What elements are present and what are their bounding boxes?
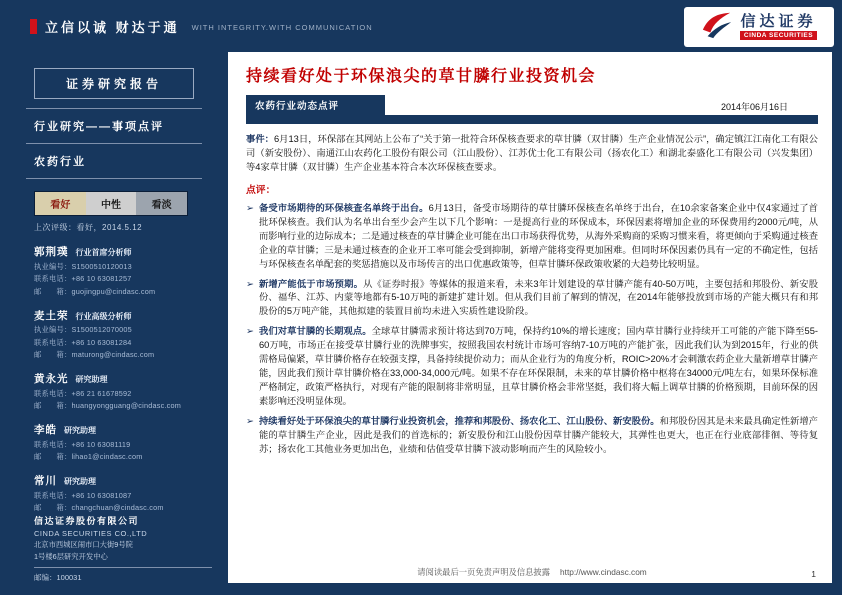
postcode-label: 邮编：: [34, 573, 57, 582]
cinda-logo: [684, 7, 834, 47]
event-label: 事件：: [246, 134, 274, 144]
analyst-block: [34, 244, 194, 297]
analyst-header: [34, 371, 194, 386]
analyst-name: 常川: [34, 475, 57, 487]
company-address-1: 北京市西城区闹市口大街9号院: [34, 540, 133, 549]
bullet-text: [259, 415, 818, 457]
phone-value: +86 10 63081284: [71, 337, 132, 347]
company-name-en: CINDA SECURITIES CO.,LTD: [34, 529, 148, 538]
cert-value: S1500512070005: [71, 325, 132, 334]
divider: [26, 108, 202, 109]
bullet-item: [246, 278, 818, 320]
red-accent-icon: [30, 19, 37, 34]
rating-option-negative: 看淡: [136, 192, 187, 215]
bullet-lead: 备受市场期待的环保核查名单终于出台。: [258, 202, 429, 213]
disclaimer-text: 请阅读最后一页免责声明及信息披露: [417, 567, 551, 577]
rating-option-positive: 看好: [35, 192, 86, 215]
analyst-name: 黄永光: [34, 373, 69, 385]
email-label: 邮 箱：: [34, 350, 72, 359]
phone-label: 联系电话：: [34, 388, 72, 398]
rating-option-neutral: 中性: [86, 192, 137, 215]
logo-name-en: CINDA SECURITIES: [740, 31, 816, 40]
rating-tabs: [34, 191, 188, 216]
phone-label: 联系电话：: [34, 439, 72, 449]
analyst-email: [34, 350, 194, 360]
analyst-phone: [34, 440, 194, 450]
cert-label: 执业编号：: [34, 261, 72, 271]
analyst-phone: [34, 491, 194, 501]
cinda-swoosh-icon: [701, 10, 733, 45]
arrow-bullet-icon: ➢: [246, 415, 254, 427]
arrow-bullet-icon: ➢: [246, 202, 254, 214]
analyst-email: [34, 452, 194, 462]
subheader: [246, 95, 818, 115]
email-label: 邮 箱：: [34, 452, 72, 461]
analyst-header: [34, 308, 194, 323]
bullet-lead: 新增产能低于市场预期。: [258, 278, 364, 289]
phone-value: +86 10 63081257: [71, 274, 132, 283]
top-bar: [0, 0, 842, 52]
analyst-title: 研究助理: [64, 426, 96, 435]
phone-label: 联系电话：: [34, 274, 72, 283]
analyst-phone: [34, 389, 194, 399]
postcode: [34, 572, 212, 583]
phone-value: +86 21 61678592: [71, 388, 132, 398]
slogan-cn: 立信以诚 财达于通: [45, 19, 180, 35]
email-value: lihao1@cindasc.com: [71, 452, 143, 461]
bullet-lead: 我们对草甘膦的长期观点。: [258, 326, 372, 337]
bullet-text: [259, 325, 818, 409]
logo-text: [740, 14, 816, 40]
report-date: 2014年06月16日: [720, 102, 788, 112]
cert-value: S1500510120013: [71, 261, 132, 271]
sidebar: [0, 52, 228, 595]
divider: [26, 178, 202, 179]
bullet-text: [259, 202, 818, 272]
bullet-body: 全球草甘膦需求预计将达到70万吨，保持约10%的增长速度；国内草甘膦行业持续开工可能的产能下降至55-60万吨，市场正在接受草甘膦行业的洗牌事实，按照我国农村统计市场可容纳7-10万吨的产能扩张，因此我们认为到2015年，行业的供需格局偏紧，草甘膦价格存在较强支撑，具备持续提价动力；而从企业行为的角度分析，ROIC>20%才会刺激农药企业大量新增草甘膦产能，因此我们预计草甘膦价格在33,000-34,000元/吨。如果不存在环保限制，未来的草甘膦价格中枢将在34000元/吨左右，如果环保标准严格制定，政策严格执行，对现有产能的限制将非常明显，且草甘膦价格会非常坚挺，我们将大幅上调草甘膦的价格预期，目前环保的因素影响还没明显体现。: [258, 326, 818, 406]
report-subtype: 农药行业动态点评: [246, 95, 385, 115]
bullet-item: [246, 202, 818, 272]
industry-name: 农药行业: [34, 156, 86, 168]
bullet-item: [246, 325, 818, 409]
company-name-cn: 信达证券股份有限公司: [34, 516, 140, 526]
report-type: 证券研究报告: [34, 68, 194, 99]
email-value: changchuan@cindasc.com: [71, 503, 164, 512]
phone-label: 联系电话：: [34, 490, 72, 500]
bullet-item: [246, 415, 818, 457]
analyst-email: [34, 287, 194, 297]
arrow-bullet-icon: ➢: [246, 326, 254, 338]
email-label: 邮 箱：: [34, 401, 72, 410]
analyst-title: 研究助理: [75, 375, 108, 384]
analyst-cert: [34, 262, 194, 272]
analyst-header: [34, 422, 194, 437]
report-body: [228, 52, 832, 583]
last-rating: 上次评级：看好，2014.5.12: [34, 223, 143, 232]
analyst-email: [34, 503, 194, 513]
analyst-block: [34, 473, 194, 513]
analyst-phone: [34, 338, 194, 348]
logo-name-cn: 信达证券: [740, 13, 817, 31]
email-label: 邮 箱：: [34, 286, 72, 296]
bullet-lead: 持续看好处于环保浪尖的草甘膦行业投资机会，推荐和邦股份、扬农化工、江山股份、新安股份。: [258, 415, 660, 426]
analyst-title: 行业高级分析师: [75, 311, 132, 321]
slogan: [30, 17, 373, 36]
cert-label: 执业编号：: [34, 325, 72, 334]
analyst-cert: [34, 325, 194, 335]
email-value: huangyongguang@cindasc.com: [71, 401, 182, 410]
phone-label: 联系电话：: [34, 337, 72, 347]
phone-value: +86 10 63081119: [71, 439, 131, 449]
analyst-title: 研究助理: [64, 477, 96, 486]
divider: [26, 143, 202, 144]
postcode-value: 100031: [56, 573, 82, 582]
divider: [34, 567, 212, 568]
analyst-name: 李皓: [34, 424, 57, 436]
phone-value: +86 10 63081087: [71, 490, 132, 500]
analyst-email: [34, 401, 194, 411]
analyst-phone: [34, 274, 194, 284]
analyst-name: 郭荆璞: [34, 246, 69, 258]
analyst-title: 行业首席分析师: [75, 248, 132, 257]
event-text: 6月13日，环保部在其网站上公布了“关于第一批符合环保核查要求的草甘膦（双甘膦）生产企业情况公示”，确定镇江江南化工有限公司（新安股份）、南通江山农药化工股份有限公司（江山股份）、江苏优士化工有限公司（扬农化工）和湖北泰盛化工有限公司（兴发集团）等4家草甘膦（双甘膦）生产企业基本符合本次环保核查要求。: [246, 134, 818, 172]
bullet-body: 和邦股份因其是未来最具确定性新增产能的草甘膦生产企业，因此是我们的首选标的；新安股份和江山股份因草甘膦产能较大，其弹性也更大，也正在行业底部徘徊、等待复苏；扬农化工其他业务更加出色，业绩和估值受草甘膦下波动影响而产生的风险较小。: [258, 415, 818, 454]
comment-label: 点评：: [246, 184, 276, 196]
event-paragraph: [246, 133, 818, 175]
company-info: [34, 514, 212, 583]
email-value: guojingpu@cindasc.com: [71, 286, 156, 296]
research-type: 行业研究——事项点评: [34, 121, 164, 133]
page-number: 1: [811, 569, 816, 579]
analyst-name: 麦土荣: [34, 309, 69, 322]
page-footer: [246, 565, 818, 579]
report-title: 持续看好处于环保浪尖的草甘膦行业投资机会: [246, 68, 597, 85]
analyst-block: [34, 422, 194, 462]
analyst-header: [34, 244, 194, 259]
analyst-block: [34, 308, 194, 361]
analyst-header: [34, 473, 194, 488]
email-label: 邮 箱：: [34, 503, 72, 512]
bullet-text: [259, 278, 818, 320]
website-link[interactable]: http://www.cindasc.com: [560, 567, 647, 577]
slogan-en: WITH INTEGRITY.WITH COMMUNICATION: [191, 23, 373, 32]
bullet-body: 从《证券时报》等媒体的报道来看，未来3年计划建设的草甘膦产能有40-50万吨，主要包括和邦股份、新安股份、福华、江苏、内蒙等地都有5-10万吨的新建扩建计划。但从我们目前了解到的情况，在2014年能够投放到市场的产能大概只有和邦股份的5万吨产能，其他拟建的装置目前均未进入实质性建设阶段。: [258, 278, 818, 317]
company-address-2: 1号楼6层研究开发中心: [34, 552, 108, 561]
email-value: maturong@cindasc.com: [71, 350, 155, 359]
navy-rule: [246, 115, 818, 124]
bullet-body: 6月13日，备受市场期待的草甘膦环保核查名单终于出台，在10余家备案企业中仅4家通过了首批环保核查。我们认为名单出台至少会产生以下几个影响：一是提高行业的环保成本，环保因素将增加企业的环保费用约2000元/吨，从而影响行业的边际成本；二是通过核查的草甘膦企业可能在出口市场获得优势，从海外采购商的采购习惯来看，将更倾向于采购通过核查企业的草甘膦；三是未通过核查的企业开工率可能会受到抑制，新增产能将变得更加困难。但同时环保因素仍具有一定的不确定性，包括与环保核查名单配套的奖惩措施以及市场传言的出口优惠政策等，但草甘膦环保政策收紧的大趋势比较明显。: [258, 202, 818, 269]
analyst-block: [34, 371, 194, 411]
arrow-bullet-icon: ➢: [246, 278, 254, 290]
